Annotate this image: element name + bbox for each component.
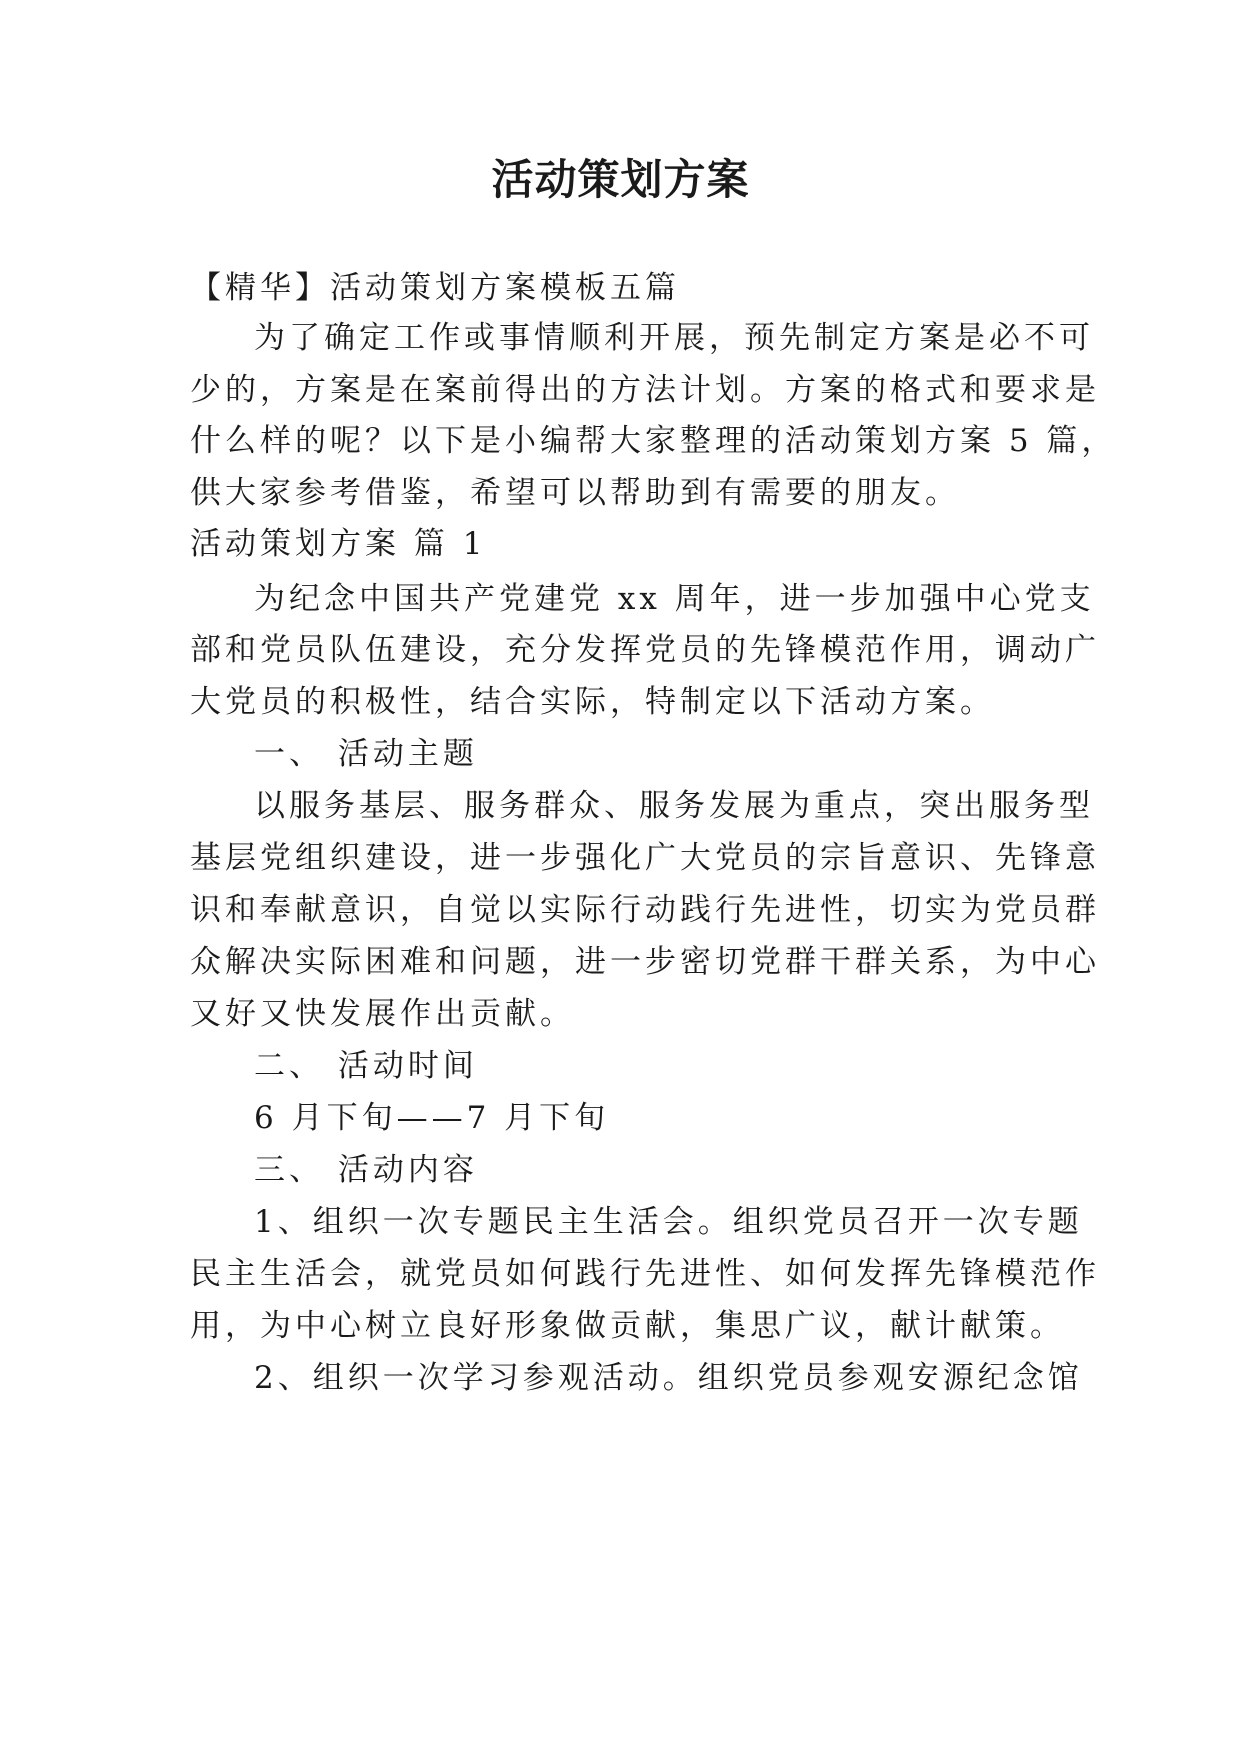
paragraph-line: 基层党组织建设，进一步强化广大党员的宗旨意识、先锋意 (190, 840, 1100, 876)
paragraph-line: 少的，方案是在案前得出的方法计划。方案的格式和要求是 (190, 372, 1100, 408)
paragraph-line: 为了确定工作或事情顺利开展，预先制定方案是必不可 (254, 320, 1094, 356)
document-subtitle: 【精华】活动策划方案模板五篇 (190, 270, 680, 306)
paragraph-line: 又好又快发展作出贡献。 (190, 996, 575, 1032)
paragraph-line: 供大家参考借鉴，希望可以帮助到有需要的朋友。 (190, 475, 960, 511)
subheading-line: 三、 活动内容 (254, 1152, 478, 1188)
paragraph-line: 识和奉献意识，自觉以实际行动践行先进性，切实为党员群 (190, 892, 1100, 928)
paragraph-line: 2、组织一次学习参观活动。组织党员参观安源纪念馆 (254, 1360, 1083, 1396)
paragraph-line: 大党员的积极性，结合实际，特制定以下活动方案。 (190, 684, 995, 720)
section-heading: 活动策划方案 篇 1 (190, 526, 487, 562)
page-title: 活动策划方案 (491, 155, 750, 204)
paragraph-line: 用，为中心树立良好形象做贡献，集思广议，献计献策。 (190, 1308, 1065, 1344)
paragraph-line: 民主生活会，就党员如何践行先进性、如何发挥先锋模范作 (190, 1256, 1100, 1292)
paragraph-line: 为纪念中国共产党建党 xx 周年，进一步加强中心党支 (254, 581, 1095, 617)
paragraph-line: 6 月下旬——7 月下旬 (254, 1100, 610, 1136)
paragraph-line: 什么样的呢？以下是小编帮大家整理的活动策划方案 5 篇， (190, 423, 1117, 459)
subheading-line: 一、 活动主题 (254, 736, 478, 772)
subheading-line: 二、 活动时间 (254, 1048, 478, 1084)
paragraph-line: 部和党员队伍建设，充分发挥党员的先锋模范作用，调动广 (190, 632, 1100, 668)
paragraph-line: 1、组织一次专题民主生活会。组织党员召开一次专题 (254, 1204, 1083, 1240)
paragraph-line: 以服务基层、服务群众、服务发展为重点，突出服务型 (254, 788, 1094, 824)
paragraph-line: 众解决实际困难和问题，进一步密切党群干群关系，为中心 (190, 944, 1100, 980)
